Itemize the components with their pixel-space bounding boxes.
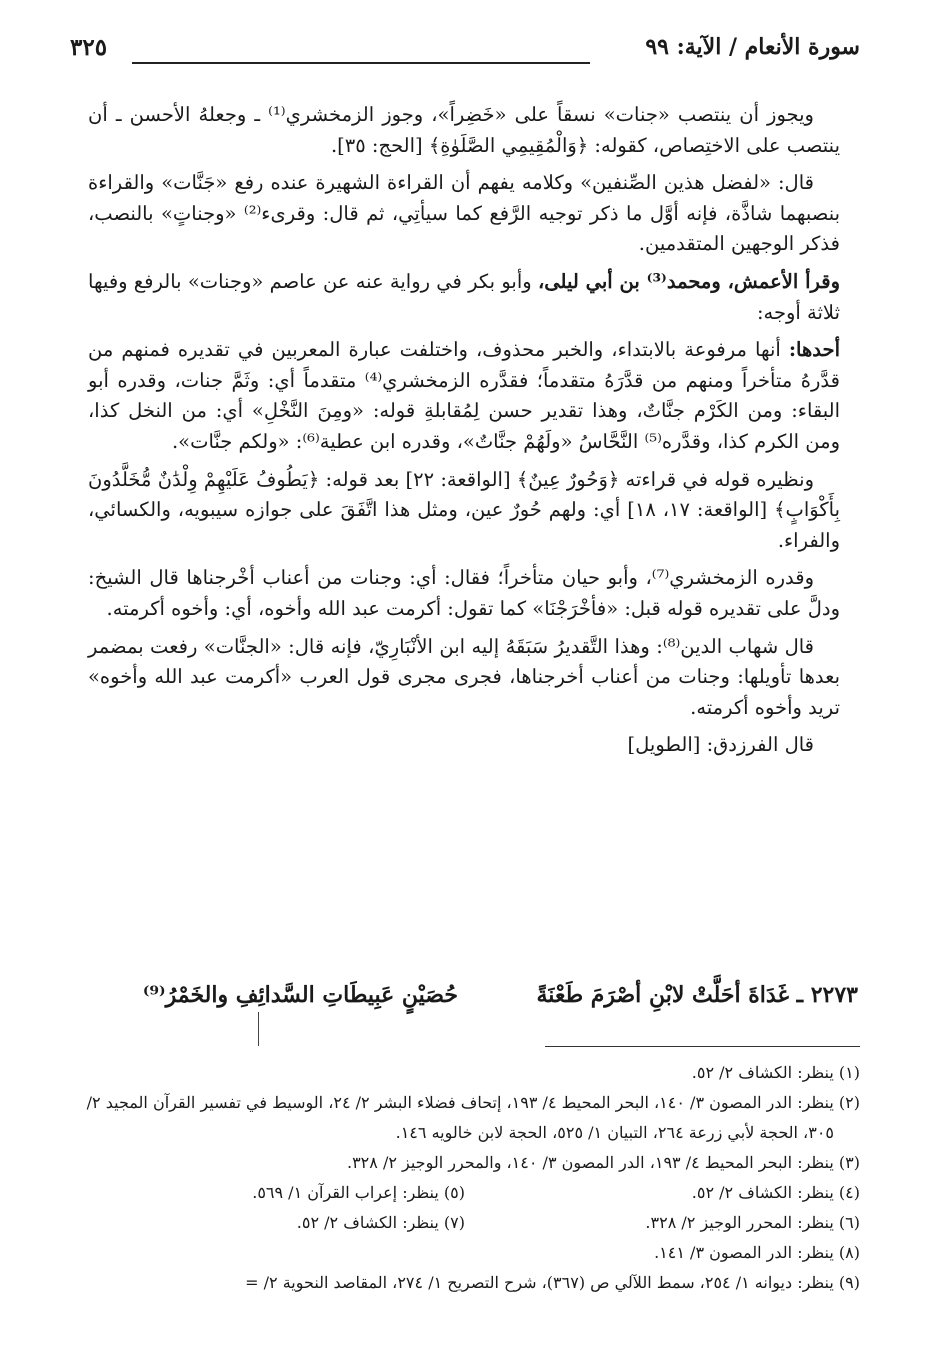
footnote-row <box>70 1208 860 1238</box>
verse-second-hemistich: حُصَيْنٍ عَبِيطَاتِ السَّدائِفِ والخَمْرُ⁽⁹⁾ <box>142 982 458 1008</box>
paragraph-text: وأبو بكر في رواية عنه عن عاصم «وجنات» بالرفع وفيها ثلاثة أوجه: <box>88 269 840 324</box>
bold-lead: وقرأ الأعمش، ومحمد⁽³⁾ بن أبي ليلى، <box>537 269 841 293</box>
verse-first-hemistich: ٢٢٧٣ ـ غَدَاةَ أحَلَّتْ لابْنِ أصْرَمَ طَعْنَةً <box>536 982 858 1008</box>
header-rule <box>132 62 590 64</box>
page-header <box>70 34 860 70</box>
footnote: (٥) ينظر: إعراب القرآن ١/ ٥٦٩. <box>252 1183 465 1202</box>
footnote: (٢) ينظر: الدر المصون ٣/ ١٤٠، البحر المحيط ٤/ ١٩٣، إتحاف فضلاء البشر ٢/ ٢٤، الوسيط في تفسير القرآن المجيد ٢/ ٣٠٥، الحجة لأبي زرعة ٢٦٤، التبيان ١/ ٥٢٥، الحجة لابن خالويه ١٤٦. <box>86 1093 860 1142</box>
running-title: سورة الأنعام / الآية: ٩٩ <box>645 34 860 60</box>
bold-lead: أحدها: <box>788 338 840 362</box>
footnote: (٧) ينظر: الكشاف ٢/ ٥٢. <box>296 1213 465 1232</box>
footnote: (٤) ينظر: الكشاف ٢/ ٥٢. <box>691 1183 860 1202</box>
footnote-row <box>70 1178 860 1208</box>
footnote: (٩) ينظر: ديوانه ١/ ٢٥٤، سمط اللآلي ص (٣٦٧)، شرح التصريح ١/ ٢٧٤، المقاصد النحوية ٢/ = <box>245 1273 860 1292</box>
page-number: ٣٢٥ <box>70 34 108 61</box>
footnotes <box>70 1058 860 1298</box>
footnote: (٣) ينظر: البحر المحيط ٤/ ١٩٣، الدر المصون ٣/ ١٤٠، والمحرر الوجيز ٢/ ٣٢٨. <box>346 1153 860 1172</box>
footnote: (١) ينظر: الكشاف ٢/ ٥٢. <box>691 1063 860 1082</box>
verse-mark <box>258 1012 259 1046</box>
footnote-separator <box>545 1046 860 1047</box>
paragraph: ونظيره قوله في قراءته ﴿وَحُورٌ عِينٌ﴾ [الواقعة: ٢٢] بعد قوله: ﴿يَطُوفُ عَلَيْهِمْ وِلْدَٰنٌ مُّخَلَّدُونَ بِأَكْوَابٍ﴾ [الواقعة: ١٧، ١٨] أي: ولهم حُورٌ عين، ومثل هذا اتَّفَقَ على جوازه سيبويه، والكسائي، والفراء. <box>88 467 840 552</box>
paragraph: قال الفرزدق: [الطويل] <box>627 733 814 757</box>
paragraph: قال شهاب الدين⁽⁸⁾: وهذا التَّقديرُ سَبَقَهُ إليه ابن الأنْبَارِيّ، فإنه قال: «الجنَّات» رفعت بمضمر بعدها تأويلها: وجنات من أعناب أخرجناها، فجرى مجرى قول العرب «أكرمت عبد الله وأخوه» تريد وأخوه أكرمته. <box>88 634 840 719</box>
poetry-verse <box>86 982 858 1016</box>
paragraph: قال: «لفضل هذين الصِّنفين» وكلامه يفهم أن القراءة الشهيرة عنده رفع «جَنَّات» والقراءة بنصبهما شاذَّة، فإنه أوَّل ما ذكر توجيه الرَّفع كما سيأتِي، ثم قال: وقرىء⁽²⁾ «وجناتٍ» بالنصب، فذكر الوجهين المتقدمين. <box>88 171 840 256</box>
main-text <box>88 100 840 768</box>
footnote: (٦) ينظر: المحرر الوجيز ٢/ ٣٢٨. <box>645 1213 860 1232</box>
paragraph <box>88 335 840 457</box>
paragraph: وقدره الزمخشري⁽⁷⁾، وأبو حيان متأخراً؛ فقال: أي: وجنات من أعناب أخْرجناها قال الشيخ: ودلَّ على تقديره قوله قبل: «فأخْرَجْنَا» كما تقول: أكرمت عبد الله وأخوه، أي: وأخوه أكرمته. <box>88 566 840 620</box>
paragraph-text: أنها مرفوعة بالابتداء، والخبر محذوف، واختلفت عبارة المعربين في تقديره فمنهم من قدَّرهُ متأخراً ومنهم من قدَّرَهُ متقدماً؛ فقدَّره الزمخشري⁽⁴⁾ متقدماً أي: وثَمَّ جنات، وقدره أبو البقاء: ومن الكَرْم جنَّاتٌ، وهذا تقدير حسن لِمُقابلةِ قوله: «ومِنَ النَّخْلِ» أي: من النخل كذا، ومن الكرم كذا، وقدَّره⁽⁵⁾ النَّحَّاسُ «ولَهُمْ جنَّاتٌ»، وقدره ابن عطية⁽⁶⁾: «ولكم جنَّات». <box>88 338 840 453</box>
paragraph <box>88 267 840 328</box>
paragraph: ويجوز أن ينتصب «جنات» نسقاً على «خَضِراً»، وجوز الزمخشري⁽¹⁾ ـ وجعلهُ الأحسن ـ أن ينتصب على الاختِصاص، كقوله: ﴿وَالْمُقِيمِي الصَّلَوٰةِ﴾ [الحج: ٣٥]. <box>88 103 840 157</box>
footnote: (٨) ينظر: الدر المصون ٣/ ١٤١. <box>654 1243 860 1262</box>
